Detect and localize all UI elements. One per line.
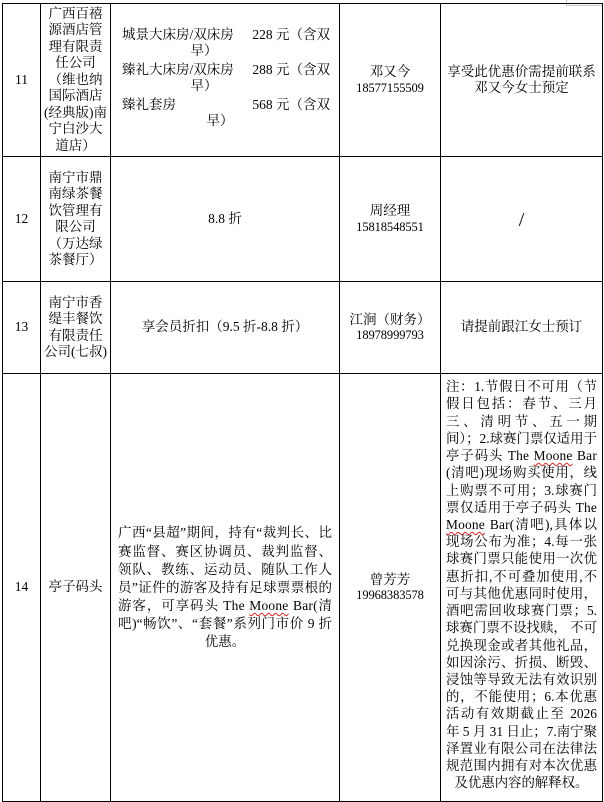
- remark-placeholder-slash: /: [518, 208, 525, 231]
- contact-phone: 19968383578: [356, 588, 424, 603]
- cjk-run: (清吧)现场购买使用，线上购票不可用；3.球赛门票仅适用于亭子码头: [446, 465, 597, 515]
- price-item: [114, 97, 336, 130]
- contact-phone: 15818548551: [356, 219, 424, 234]
- contact-cell: [340, 4, 441, 157]
- contact-cell: [340, 282, 441, 374]
- remark-notes-paragraph: [444, 376, 599, 793]
- price-trailer: 早）: [190, 78, 218, 94]
- contact-name: 周经理: [369, 203, 411, 219]
- price-label: 臻礼套房: [122, 96, 176, 112]
- price-amount: 228 元（含双: [252, 26, 330, 42]
- remark-cell: 请提前跟江女士预订: [441, 282, 603, 374]
- spellcheck-error-run: Moone: [446, 516, 485, 532]
- cjk-run: (清吧),具体以现场公布为准；4.每一张球赛门票只能使用一次优惠折扣,不可叠加使用,不可与其他优惠同时使用， 酒吧需回收球赛门票；5.球赛门票不设找赎， 不可兑换现金或者其他礼品，如因涂污、折损、断毁、浸蚀等导致无法有效识别的，不能使用；6.本优惠活动有效期截止至 2026 年 5 月 31 日止；7.南宁聚泽置业有限公司在法律法规范围内拥有对本次优惠及优惠内容的解释权。: [446, 516, 597, 791]
- table-row: [3, 4, 603, 157]
- row-index-cell: 12: [3, 157, 41, 282]
- merchant-name-cell: 南宁市鼎南绿茶餐饮管理有限公司（万达绿茶餐厅）: [41, 157, 111, 282]
- price-amount: 568 元（含双: [252, 96, 330, 112]
- price-amount: 288 元（含双: [252, 61, 330, 77]
- latin-run: Bar: [572, 448, 597, 464]
- offer-cell: 8.8 折: [111, 157, 340, 282]
- cjk-run: 广西“县超”期间，持有“裁判长、比赛监督、赛区协调员、裁判监督、领队、教练、运动员、随队工作人员”证件的游客及持有足球票票根的游客，可享码头: [118, 525, 332, 613]
- contact-name: 邓又今: [369, 64, 411, 80]
- offer-cell: [111, 4, 340, 157]
- cjk-run: (清吧)“畅饮”、“套餐”系列门市价 9 折优惠。: [118, 597, 333, 649]
- latin-run: Bar: [288, 597, 314, 613]
- merchant-name-cell: 南宁市香缇丰餐饮有限责任公司(七叔): [41, 282, 111, 374]
- contact-cell: [340, 157, 441, 282]
- price-item: [114, 62, 336, 95]
- row-index-cell: 11: [3, 4, 41, 157]
- offer-paragraph: [114, 522, 336, 653]
- table-row: [3, 157, 603, 282]
- merchant-name-cell: 亭子码头: [41, 374, 111, 802]
- remark-cell: [441, 157, 603, 282]
- latin-run: The: [575, 499, 597, 515]
- offer-cell: 享会员折扣（9.5 折-8.8 折）: [111, 282, 340, 374]
- price-label: 城景大床房/双床房: [122, 26, 234, 42]
- row-index-cell: 13: [3, 282, 41, 374]
- contact-name: 曾芳芳: [369, 571, 411, 587]
- price-list: [114, 26, 336, 135]
- contact-phone: 18577155509: [356, 80, 424, 95]
- merchant-offers-table: [2, 3, 603, 802]
- table-row: [3, 374, 603, 802]
- latin-run: The: [223, 597, 250, 613]
- latin-run: The: [507, 448, 534, 464]
- spellcheck-error-run: Moone: [533, 448, 573, 464]
- price-label: 臻礼大床房/双床房: [122, 61, 234, 77]
- table-row: [3, 282, 603, 374]
- spellcheck-error-run: Moone: [249, 597, 289, 613]
- row-index-cell: 14: [3, 374, 41, 802]
- remark-cell: [441, 374, 603, 802]
- contact-name: 江涧（财务）: [349, 311, 431, 327]
- offer-cell: [111, 374, 340, 802]
- latin-run: Bar: [484, 516, 510, 532]
- price-trailer: 早）: [190, 43, 218, 59]
- remark-cell: 享受此优惠价需提前联系邓又今女士预定: [441, 4, 603, 157]
- contact-phone: 18978999793: [356, 328, 424, 343]
- price-trailer: 早）: [206, 113, 234, 129]
- price-item: [114, 27, 336, 60]
- contact-cell: [340, 374, 441, 802]
- cjk-run: 注：1.节假日不可用（节假日包括：春节、三月三、清明节、五一期间）；2.球赛门票仅适用于亭子码头: [446, 379, 597, 464]
- merchant-name-cell: 广西百禧源酒店管理有限责任公司（维也纳国际酒店(经典版)南宁白沙大道店）: [41, 4, 111, 157]
